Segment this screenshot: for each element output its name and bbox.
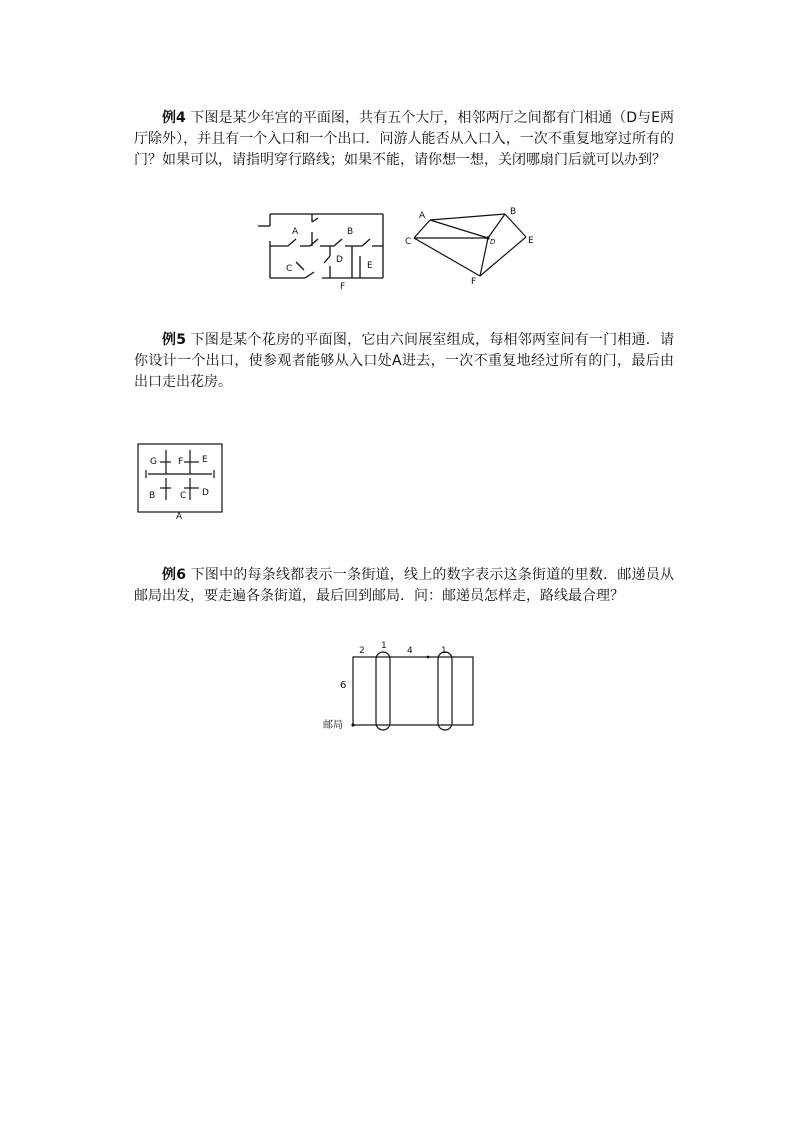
example-4-label: 例4	[162, 110, 186, 126]
entrance-label-a: A	[176, 512, 183, 522]
graph-label-a: A	[419, 211, 426, 221]
plan-label-a: A	[292, 227, 299, 237]
example-6-label: 例6	[162, 567, 186, 583]
post-office-label: 邮局	[323, 720, 343, 731]
example-4-body: 下图是某少年宫的平面图，共有五个大厅，相邻两厅之间都有门相通（D与E两厅除外），并且有一个入口和一个出口．问游人能否从入口入，一次不重复地穿过所有的门？如果可以，请指明穿行路线；如果不能，请你想一想，关闭哪扇门后就可以办到？	[134, 110, 674, 168]
room-label-d: D	[202, 488, 209, 498]
street-length-6: 6	[340, 680, 347, 691]
room-label-b: B	[149, 491, 156, 501]
plan-label-d: D	[336, 255, 343, 265]
room-label-c: C	[180, 491, 187, 501]
street-node	[427, 656, 430, 659]
room-label-g: G	[150, 457, 157, 467]
plan-label-f: F	[340, 282, 346, 292]
example-6-body: 下图中的每条线都表示一条街道，线上的数字表示这条街道的里数．邮递员从邮局出发，要走遍各条街道，最后回到邮局．问：邮递员怎样走，路线最合理？	[134, 567, 674, 604]
room-label-e: E	[202, 455, 208, 465]
post-office-marker	[351, 723, 354, 726]
example-5-body: 下图是某个花房的平面图，它由六间展室组成，每相邻两室间有一门相通．请你设计一个出口，使参观者能够从入口处A进去，一次不重复地经过所有的门，最后由出口走出花房。	[134, 332, 674, 390]
example-5-label: 例5	[162, 332, 186, 348]
room-label-f: F	[178, 457, 184, 467]
graph-label-f: F	[471, 277, 477, 287]
plan-label-c: C	[286, 264, 293, 274]
street-length-4: 4	[407, 646, 413, 656]
graph-label-d: D	[490, 238, 496, 246]
street-length-1-right: 1	[441, 646, 447, 656]
street-length-2: 2	[359, 646, 365, 656]
graph-label-e: E	[528, 236, 534, 246]
plan-label-b: B	[347, 227, 354, 237]
graph-label-c: C	[405, 237, 412, 247]
street-length-1-left: 1	[381, 641, 387, 651]
plan-label-e: E	[367, 261, 373, 271]
graph-label-b: B	[510, 207, 517, 217]
